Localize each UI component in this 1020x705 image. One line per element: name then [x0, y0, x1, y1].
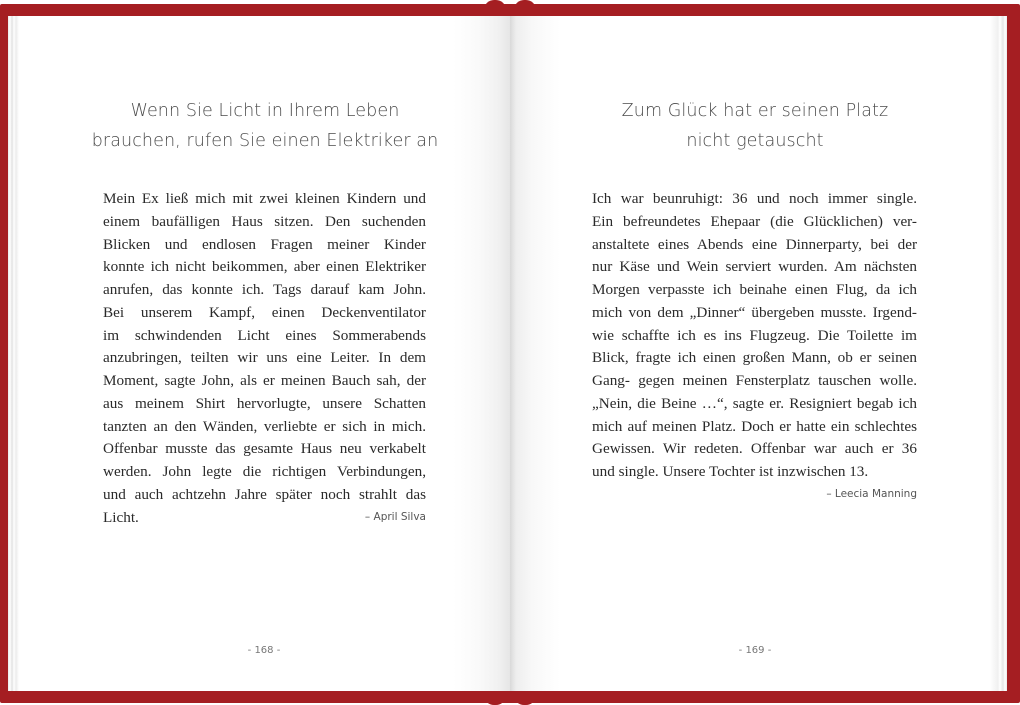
right-page-author: – Leecia Manning — [826, 488, 917, 500]
body-line: „Nein, die Beine …“, sagte er. Resigniert begab ich — [592, 394, 917, 412]
body-line: Ich war beunruhigt: 36 und noch immer single. — [592, 190, 917, 207]
left-page-title — [90, 96, 440, 156]
left-page-number: - 168 - — [247, 645, 281, 656]
body-line: nur Käse und Wein serviert wurden. Am nächsten — [592, 258, 917, 276]
body-line: wie schaffte ich es ins Flugzeug. Die Toilette im — [592, 326, 917, 344]
body-line: und single. Unsere Tochter ist inzwischen 13. — [592, 463, 869, 480]
body-line: konnte ich nicht beikommen, aber einen Elektriker — [103, 258, 426, 276]
body-line: Morgen verpasste ich beinahe einen Flug, da ich — [592, 281, 917, 298]
body-line: Moment, sagte John, als er meinen Bauch sah, der — [103, 372, 426, 389]
body-line: Offenbar musste das gesamte Haus neu verkabelt — [103, 440, 426, 458]
right-page-number: - 169 - — [738, 645, 772, 656]
left-page-body — [103, 188, 426, 529]
body-line: mich von dem „Dinner“ übergeben musste. Irgend- — [592, 303, 917, 321]
title-line: nicht getauscht — [686, 131, 824, 151]
headband-right — [514, 0, 536, 12]
right-page-title — [600, 96, 910, 156]
title-line: Zum Glück hat er seinen Platz — [621, 101, 889, 121]
body-line: werden. John legte die richtigen Verbindungen, — [103, 463, 426, 480]
body-line: tanzten an den Wänden, verliebte er sich in mich. — [103, 417, 426, 435]
body-line: anstaltete eines Abends eine Dinnerparty, bei der — [592, 235, 917, 253]
body-line: Licht. — [103, 508, 139, 526]
title-line: brauchen, rufen Sie einen Elektriker an — [91, 131, 439, 151]
body-line: Blick, fragte ich einen großen Mann, ob er seinen — [592, 349, 917, 367]
body-line: im schwindenden Licht eines Sommerabends — [103, 326, 426, 344]
body-line: Blicken und endlosen Fragen meiner Kinder — [103, 235, 426, 253]
body-line: einem baufälligen Haus sitzen. Den suchenden — [103, 212, 426, 230]
body-line: aus meinem Shirt hervorlugte, unsere Schatten — [103, 394, 426, 412]
tailband-left — [484, 695, 506, 705]
body-line: anrufen, das konnte ich. Tags darauf kam John. — [103, 281, 426, 298]
left-page-author: – April Silva — [364, 511, 426, 523]
body-line: Ein befreundetes Ehepaar (die Glücklichen) ver- — [592, 212, 917, 230]
body-line: Gewissen. Wir redeten. Offenbar war auch er 36 — [592, 440, 917, 458]
body-line: mich auf meinen Platz. Doch er hatte ein schlechtes — [592, 417, 917, 435]
body-line: und auch achtzehn Jahre später noch strahlt das — [103, 485, 426, 503]
tailband-right — [514, 695, 536, 705]
body-line: anzubringen, teilten wir uns eine Leiter. In dem — [103, 349, 426, 367]
body-line: Gang- gegen meinen Fensterplatz tauschen wolle. — [592, 372, 917, 389]
body-line: Mein Ex ließ mich mit zwei kleinen Kindern und — [103, 190, 426, 207]
title-line: Wenn Sie Licht in Ihrem Leben — [130, 101, 400, 121]
headband-left — [484, 0, 506, 12]
right-page-body — [592, 188, 917, 484]
body-line: Bei unserem Kampf, einen Deckenventilator — [103, 303, 426, 321]
